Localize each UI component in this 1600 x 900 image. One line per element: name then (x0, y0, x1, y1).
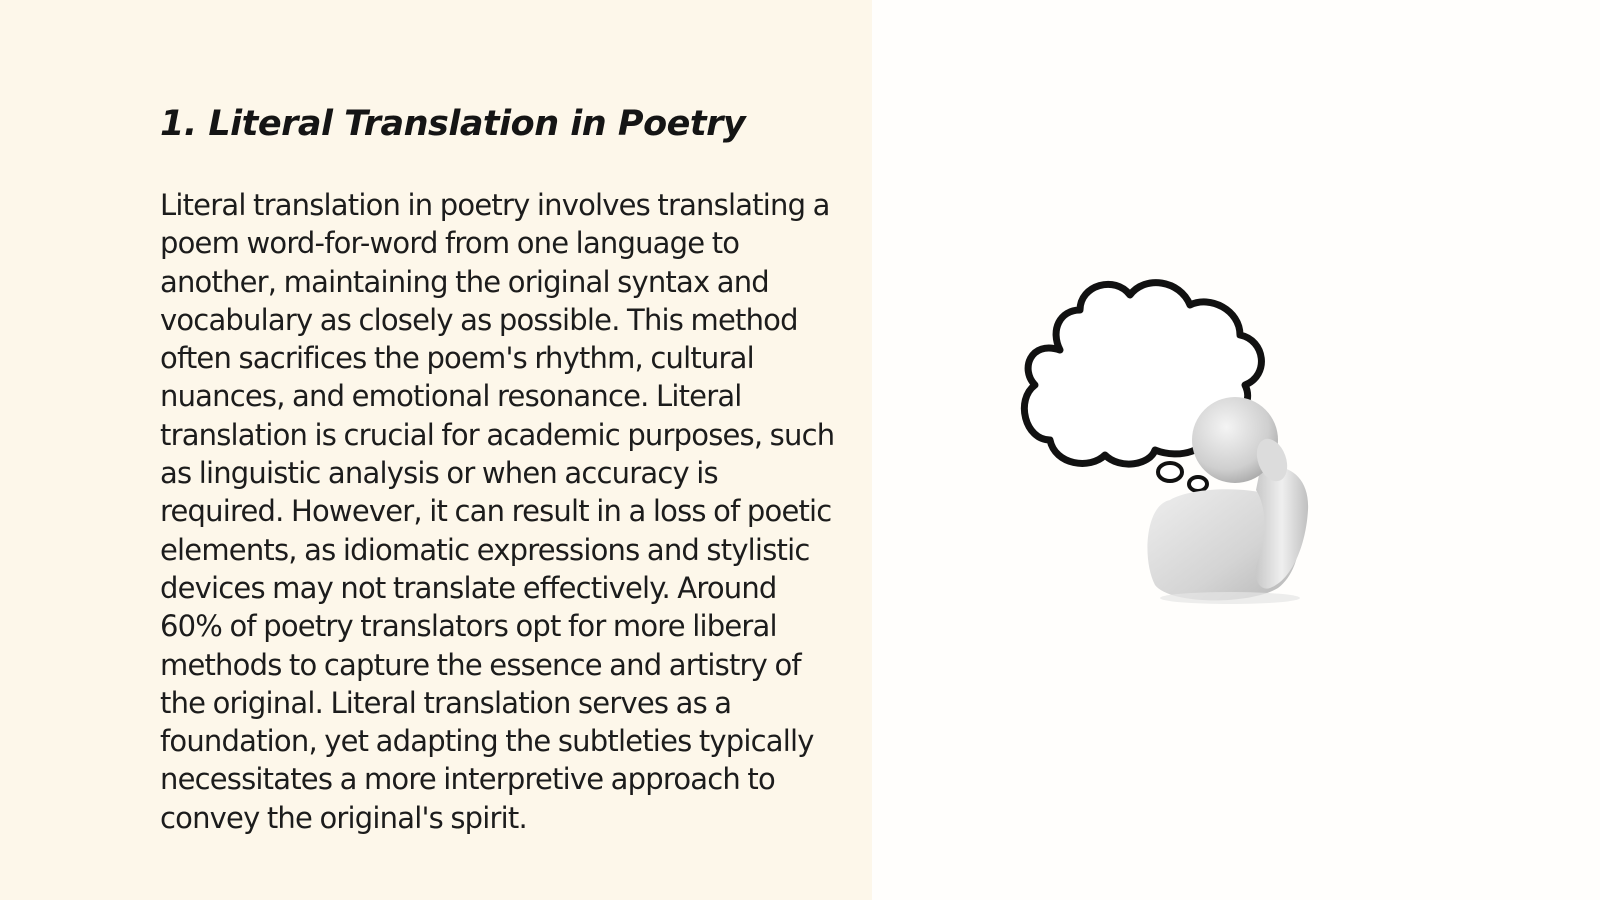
thinking-person-icon (1020, 270, 1360, 620)
slide-title: 1. Literal Translation in Poetry (160, 104, 746, 144)
slide-body-text: Literal translation in poetry involves translating a poem word-for-word from one language to another, maintaining the original syntax and vocabulary as closely as possible. This method often sacrifices the poem's rhythm, cultural nuances, and emotional resonance. Literal translation is crucial for academic purposes, such as linguistic analysis or when accuracy is required. However, it can result in a loss of poetic elements, as idiomatic expressions and stylistic devices may not translate effectively. Around 60% of poetry translators opt for more liberal methods to capture the essence and artistry of the original. Literal translation serves as a foundation, yet adapting the subtleties typically necessitates a more interpretive approach to convey the original's spirit. (160, 188, 835, 835)
